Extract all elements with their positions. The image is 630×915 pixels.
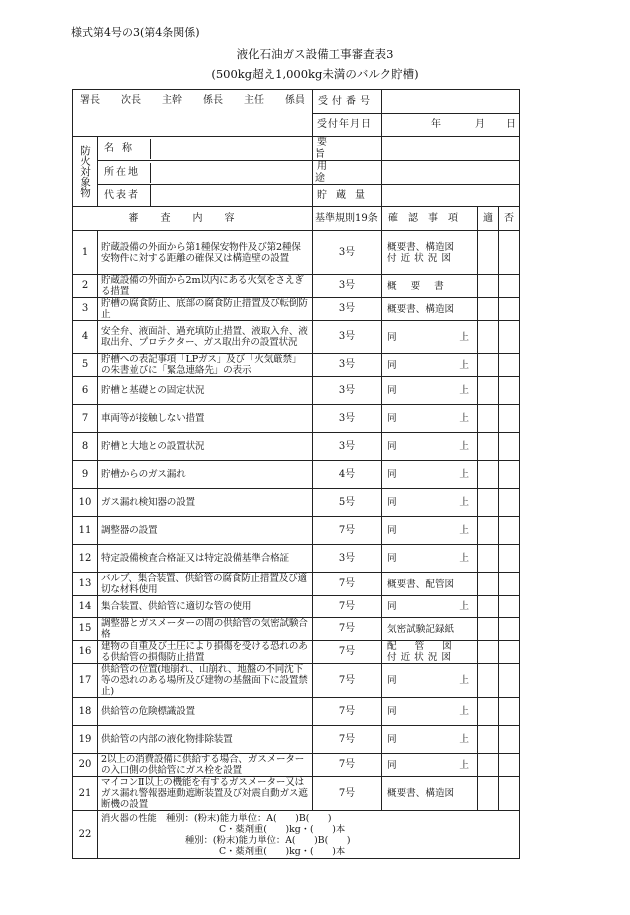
row-confirm xyxy=(382,489,478,517)
row-rule: 7号 xyxy=(313,726,382,754)
row-ng-check[interactable] xyxy=(499,754,520,777)
row-rule: 7号 xyxy=(313,777,382,811)
table-row xyxy=(73,618,520,641)
confirm-line: 概要書、構造図 xyxy=(387,303,455,315)
confirm-line: 概要書、配管図 xyxy=(387,578,455,590)
row-number: 8 xyxy=(73,433,98,461)
row-rule: 7号 xyxy=(313,618,382,641)
row-confirm xyxy=(382,298,478,321)
row-rule: 7号 xyxy=(313,641,382,664)
row-content: 供給管の内部の液化物排除装置 xyxy=(98,726,313,754)
row-ng-check[interactable] xyxy=(499,618,520,641)
day-unit: 日 xyxy=(506,119,516,131)
row-confirm xyxy=(382,461,478,489)
row-rule: 4号 xyxy=(313,461,382,489)
row-rule: 7号 xyxy=(313,596,382,618)
row-ok-check[interactable] xyxy=(478,489,499,517)
name-field[interactable] xyxy=(98,137,313,161)
row-content: 貯槽からのガス漏れ xyxy=(98,461,313,489)
row-content: マイコンⅡ以上の機能を有するガスメーター又はガス漏れ警報器連動遮断装置及び対震自動ガス遮断機の設置 xyxy=(98,777,313,811)
row-ok-check[interactable] xyxy=(478,754,499,777)
row-ok-check[interactable] xyxy=(478,698,499,726)
confirm-line: 同 上 xyxy=(387,706,469,717)
row-content: 供給管の危険標識設置 xyxy=(98,698,313,726)
location-field[interactable] xyxy=(98,161,313,185)
inspection-table xyxy=(72,89,520,859)
row-rule: 7号 xyxy=(313,664,382,698)
table-row xyxy=(73,664,520,698)
col-ng-header: 否 xyxy=(499,207,520,231)
col-confirm-header: 確認事項 xyxy=(382,207,478,231)
row-confirm xyxy=(382,618,478,641)
confirm-line: 同 上 xyxy=(387,331,469,343)
row-confirm xyxy=(382,275,478,298)
confirm-line: 同 上 xyxy=(387,525,469,536)
table-row xyxy=(73,321,520,354)
row-ok-check[interactable] xyxy=(478,726,499,754)
row-rule: 7号 xyxy=(313,754,382,777)
row-number: 21 xyxy=(73,777,98,811)
row-ng-check[interactable] xyxy=(499,298,520,321)
row-content: 貯槽と基礎との固定状況 xyxy=(98,377,313,405)
storage-field[interactable] xyxy=(382,185,520,207)
row-ok-check[interactable] xyxy=(478,777,499,811)
table-row xyxy=(73,461,520,489)
col-ok-header: 適 xyxy=(478,207,499,231)
rep-label: 代表者 xyxy=(100,185,151,206)
row-number: 15 xyxy=(73,618,98,641)
row-ng-check[interactable] xyxy=(499,405,520,433)
row-confirm xyxy=(382,517,478,545)
row-content: 貯槽の腐食防止、底部の腐食防止措置及び転倒防止 xyxy=(98,298,313,321)
row-number: 11 xyxy=(73,517,98,545)
row-ok-check[interactable] xyxy=(478,298,499,321)
row-number: 5 xyxy=(73,354,98,377)
row-ng-check[interactable] xyxy=(499,641,520,664)
table-row xyxy=(73,489,520,517)
row-confirm xyxy=(382,754,478,777)
row-rule: 3号 xyxy=(313,231,382,275)
table-row xyxy=(73,377,520,405)
row-confirm xyxy=(382,377,478,405)
row-rule: 3号 xyxy=(313,298,382,321)
form-code: 様式第4号の3(第4条関係) xyxy=(71,26,200,39)
extinguisher-row xyxy=(73,811,520,859)
confirm-line: 同 上 xyxy=(387,441,469,452)
table-row xyxy=(73,641,520,664)
confirm-line: 同 上 xyxy=(387,413,469,424)
confirm-line: 同 上 xyxy=(387,385,469,396)
row-rule: 7号 xyxy=(313,517,382,545)
confirm-line: 概要書 xyxy=(387,280,458,292)
name-label: 名称 xyxy=(100,139,151,159)
summary-label: 要旨 xyxy=(313,137,382,161)
row-ok-check[interactable] xyxy=(478,517,499,545)
confirm-line: 同 上 xyxy=(387,734,469,745)
row-content: 集合装置、供給管に適切な管の使用 xyxy=(98,596,313,618)
row-content: 貯槽への表記事項「LPガス」及び「火気厳禁」の朱書並びに「緊急連絡先」の表示 xyxy=(98,354,313,377)
row-ok-check[interactable] xyxy=(478,321,499,354)
row-number: 12 xyxy=(73,545,98,573)
row-rule: 3号 xyxy=(313,545,382,573)
confirm-line: 同 上 xyxy=(387,675,469,686)
row-number: 4 xyxy=(73,321,98,354)
row-confirm xyxy=(382,726,478,754)
row-ng-check[interactable] xyxy=(499,231,520,275)
approval-label: 係員 xyxy=(285,95,305,106)
location-label: 所在地 xyxy=(100,163,151,183)
row-ok-check[interactable] xyxy=(478,354,499,377)
row-confirm xyxy=(382,698,478,726)
row-ng-check[interactable] xyxy=(499,321,520,354)
row-number: 17 xyxy=(73,664,98,698)
row-ok-check[interactable] xyxy=(478,618,499,641)
approval-cell xyxy=(73,90,313,137)
approval-label: 主幹 xyxy=(162,95,182,106)
row-content: 貯蔵設備の外面から第1種保安物件及び第2種保安物件に対する距離の確保又は構造壁の設置 xyxy=(98,231,313,275)
row-ng-check[interactable] xyxy=(499,573,520,596)
row-ok-check[interactable] xyxy=(478,377,499,405)
use-label: 用途 xyxy=(313,161,382,185)
row-ok-check[interactable] xyxy=(478,545,499,573)
row-rule: 3号 xyxy=(313,377,382,405)
reception-number-label xyxy=(313,90,382,114)
row-confirm xyxy=(382,573,478,596)
approval-label: 係長 xyxy=(203,95,223,106)
row-confirm xyxy=(382,405,478,433)
row-ok-check[interactable] xyxy=(478,573,499,596)
row-confirm xyxy=(382,321,478,354)
reception-number-text: 受付番号 xyxy=(318,95,374,107)
row-ng-check[interactable] xyxy=(499,517,520,545)
confirm-line: 同 上 xyxy=(387,601,469,612)
row-rule: 3号 xyxy=(313,275,382,298)
row-number: 1 xyxy=(73,231,98,275)
use-field[interactable] xyxy=(382,161,520,185)
title-block xyxy=(0,44,630,84)
row-content: 調整器の設置 xyxy=(98,517,313,545)
row-rule: 5号 xyxy=(313,489,382,517)
row-confirm xyxy=(382,354,478,377)
row-content: 2以上の消費設備に供給する場合、ガスメーターの入口側の供給管にガス栓を設置 xyxy=(98,754,313,777)
row-content: 建物の自重及び土圧により損傷を受ける恐れのある供給管の損傷防止措置 xyxy=(98,641,313,664)
row-number: 16 xyxy=(73,641,98,664)
form-subtitle: (500kg超え1,000kg未満のバルク貯槽) xyxy=(211,67,419,81)
reception-number-field[interactable] xyxy=(382,90,520,114)
confirm-line: 配管図 xyxy=(387,641,470,652)
confirm-line: 付近状況図 xyxy=(387,652,455,663)
row-ng-check[interactable] xyxy=(499,433,520,461)
row-confirm xyxy=(382,231,478,275)
table-row xyxy=(73,275,520,298)
row-content: ガス漏れ検知器の設置 xyxy=(98,489,313,517)
reception-date-field[interactable] xyxy=(382,114,520,137)
storage-label: 貯蔵量 xyxy=(313,185,382,207)
row-ok-check[interactable] xyxy=(478,596,499,618)
extinguisher-line: 種別：(粉末)能力単位：A( )B( ) xyxy=(185,834,351,846)
approval-label: 主任 xyxy=(244,95,264,106)
row-content: 貯蔵設備の外面から2m以内にある火気をさえぎる措置 xyxy=(98,275,313,298)
approval-label: 署長 xyxy=(80,95,100,106)
table-row xyxy=(73,726,520,754)
row-ng-check[interactable] xyxy=(499,461,520,489)
table-row xyxy=(73,698,520,726)
col-rule-header: 基準規則19条 xyxy=(313,207,382,231)
col-content-header: 審査内容 xyxy=(73,207,313,231)
row-confirm xyxy=(382,664,478,698)
row-content: バルブ、集合装置、供給管の腐食防止措置及び適切な材料使用 xyxy=(98,573,313,596)
summary-field[interactable] xyxy=(382,137,520,161)
row-confirm xyxy=(382,433,478,461)
row-rule: 7号 xyxy=(313,698,382,726)
row-number: 19 xyxy=(73,726,98,754)
confirm-line: 同 上 xyxy=(387,497,469,508)
confirm-line: 同 上 xyxy=(387,469,469,480)
extinguisher-line: C・薬剤重( )kg・( )本 xyxy=(219,845,346,857)
row-content: 調整器とガスメーターの間の供給管の気密試験合格 xyxy=(98,618,313,641)
row-ng-check[interactable] xyxy=(499,726,520,754)
row-rule: 3号 xyxy=(313,433,382,461)
row-number: 14 xyxy=(73,596,98,618)
row-ng-check[interactable] xyxy=(499,275,520,298)
row-content: 貯槽と大地との設置状況 xyxy=(98,433,313,461)
row-rule: 3号 xyxy=(313,354,382,377)
row-ng-check[interactable] xyxy=(499,354,520,377)
row-ok-check[interactable] xyxy=(478,641,499,664)
extinguisher-line: 消火器の性能 種別：(粉末)能力単位：A( )B( ) xyxy=(101,812,332,824)
confirm-line: 概要書、構造図 xyxy=(387,241,455,253)
target-side-label: 防火対象物 xyxy=(73,137,98,207)
row-ng-check[interactable] xyxy=(499,698,520,726)
row-confirm xyxy=(382,777,478,811)
row-number: 6 xyxy=(73,377,98,405)
table-row xyxy=(73,231,520,275)
table-row xyxy=(73,596,520,618)
row-confirm xyxy=(382,596,478,618)
row-content: 車両等が接触しない措置 xyxy=(98,405,313,433)
row-ng-check[interactable] xyxy=(499,664,520,698)
approval-label: 次長 xyxy=(121,95,141,106)
row-ok-check[interactable] xyxy=(478,664,499,698)
confirm-line: 同 上 xyxy=(387,553,469,564)
table-row xyxy=(73,777,520,811)
table-row xyxy=(73,405,520,433)
row-number: 10 xyxy=(73,489,98,517)
row-ng-check[interactable] xyxy=(499,489,520,517)
month-unit: 月 xyxy=(475,119,485,131)
row-ng-check[interactable] xyxy=(499,596,520,618)
row-ng-check[interactable] xyxy=(499,777,520,811)
row-number: 18 xyxy=(73,698,98,726)
extinguisher-line: C・薬剤重( )kg・( )本 xyxy=(219,823,346,835)
row-ok-check[interactable] xyxy=(478,231,499,275)
rep-field[interactable] xyxy=(98,185,313,207)
row-rule: 3号 xyxy=(313,405,382,433)
table-row xyxy=(73,354,520,377)
confirm-line: 同 上 xyxy=(387,359,469,371)
table-row xyxy=(73,545,520,573)
reception-date-units xyxy=(384,119,517,131)
table-row xyxy=(73,754,520,777)
row-ok-check[interactable] xyxy=(478,275,499,298)
year-unit: 年 xyxy=(431,119,441,131)
row-ok-check[interactable] xyxy=(478,405,499,433)
row-ng-check[interactable] xyxy=(499,545,520,573)
confirm-line: 概要書、構造図 xyxy=(387,788,455,799)
row-ok-check[interactable] xyxy=(478,461,499,489)
row-number: 2 xyxy=(73,275,98,298)
row-confirm xyxy=(382,641,478,664)
row-number: 7 xyxy=(73,405,98,433)
confirm-line: 付近状況図 xyxy=(387,252,455,264)
row-rule: 7号 xyxy=(313,573,382,596)
row-number: 3 xyxy=(73,298,98,321)
table-row xyxy=(73,433,520,461)
row-ok-check[interactable] xyxy=(478,433,499,461)
reception-date-label: 受付年月日 xyxy=(313,114,382,137)
form-title: 液化石油ガス設備工事審査表3 xyxy=(236,47,394,61)
row-number: 20 xyxy=(73,754,98,777)
row-rule: 3号 xyxy=(313,321,382,354)
table-row xyxy=(73,517,520,545)
confirm-line: 同 上 xyxy=(387,759,469,771)
row-ng-check[interactable] xyxy=(499,377,520,405)
approval-labels xyxy=(75,95,310,107)
row-content: 供給管の位置(地崩れ、山崩れ、地盤の不同沈下等の恐れのある場所及び建物の基盤面下に設置禁止) xyxy=(98,664,313,698)
row-content: 安全弁、液面計、過充填防止措置、液取入弁、液取出弁、プロテクター、ガス取出弁の設置状況 xyxy=(98,321,313,354)
row-content: 特定設備検査合格証又は特定設備基準合格証 xyxy=(98,545,313,573)
row-number: 13 xyxy=(73,573,98,596)
row-number: 9 xyxy=(73,461,98,489)
row-confirm xyxy=(382,545,478,573)
table-row xyxy=(73,573,520,596)
extinguisher-content xyxy=(98,811,520,859)
table-row xyxy=(73,298,520,321)
confirm-line: 気密試験記録紙 xyxy=(387,623,455,635)
row-number: 22 xyxy=(73,811,98,859)
